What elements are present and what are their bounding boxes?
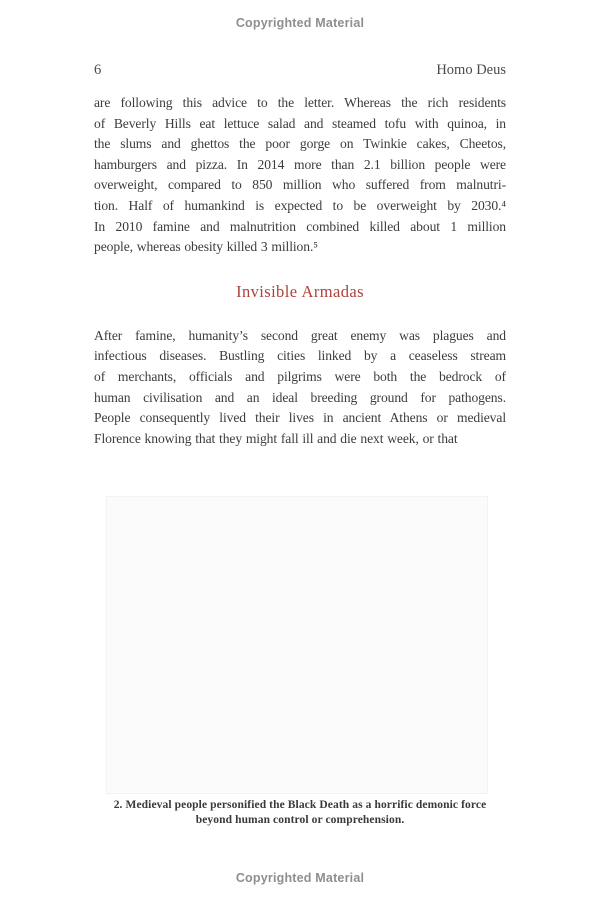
caption-line: beyond human control or comprehension. [195, 813, 405, 826]
running-title: Homo Deus [436, 62, 506, 78]
text-line: tion. Half of humankind is expected to be overweight by 2030.⁴ [94, 197, 506, 213]
page-number: 6 [94, 62, 102, 78]
figure-caption [0, 798, 600, 827]
figure-image-placeholder [107, 497, 487, 793]
text-line: people, whereas obesity killed 3 million.⁵ [94, 239, 318, 255]
text-line: Florence knowing that they might fall ill and die next week, or that [94, 430, 458, 446]
text-line: In 2010 famine and malnutrition combined killed about 1 million [94, 218, 506, 234]
text-line: of merchants, officials and pilgrims were both the bedrock of [94, 368, 506, 384]
section-heading: Invisible Armadas [236, 281, 364, 301]
main-text-block [94, 93, 506, 449]
text-line: of Beverly Hills eat lettuce salad and steamed tofu with quinoa, in [94, 115, 506, 131]
text-line: overweight, compared to 850 million who suffered from malnutri- [94, 177, 506, 193]
text-line: infectious diseases. Bustling cities linked by a ceaseless stream [94, 348, 506, 364]
copyright-notice-top: Copyrighted Material [235, 16, 365, 30]
text-line: are following this advice to the letter. Whereas the rich residents [94, 95, 506, 110]
copyright-notice-bottom: Copyrighted Material [235, 871, 365, 885]
paragraph-1 [94, 93, 506, 258]
text-line: the slums and ghettos the poor gorge on Twinkie cakes, Cheetos, [94, 136, 506, 152]
running-header [94, 62, 506, 79]
text-line: People consequently lived their lives in ancient Athens or medieval [94, 410, 506, 426]
paragraph-2 [94, 326, 506, 450]
text-line: After famine, humanity’s second great enemy was plagues and [94, 327, 506, 343]
text-line: human civilisation and an ideal breeding ground for pathogens. [94, 389, 506, 405]
caption-line: 2. Medieval people personified the Black Death as a horrific demonic force [113, 799, 487, 811]
text-line: hamburgers and pizza. In 2014 more than 2.1 billion people were [94, 156, 506, 172]
